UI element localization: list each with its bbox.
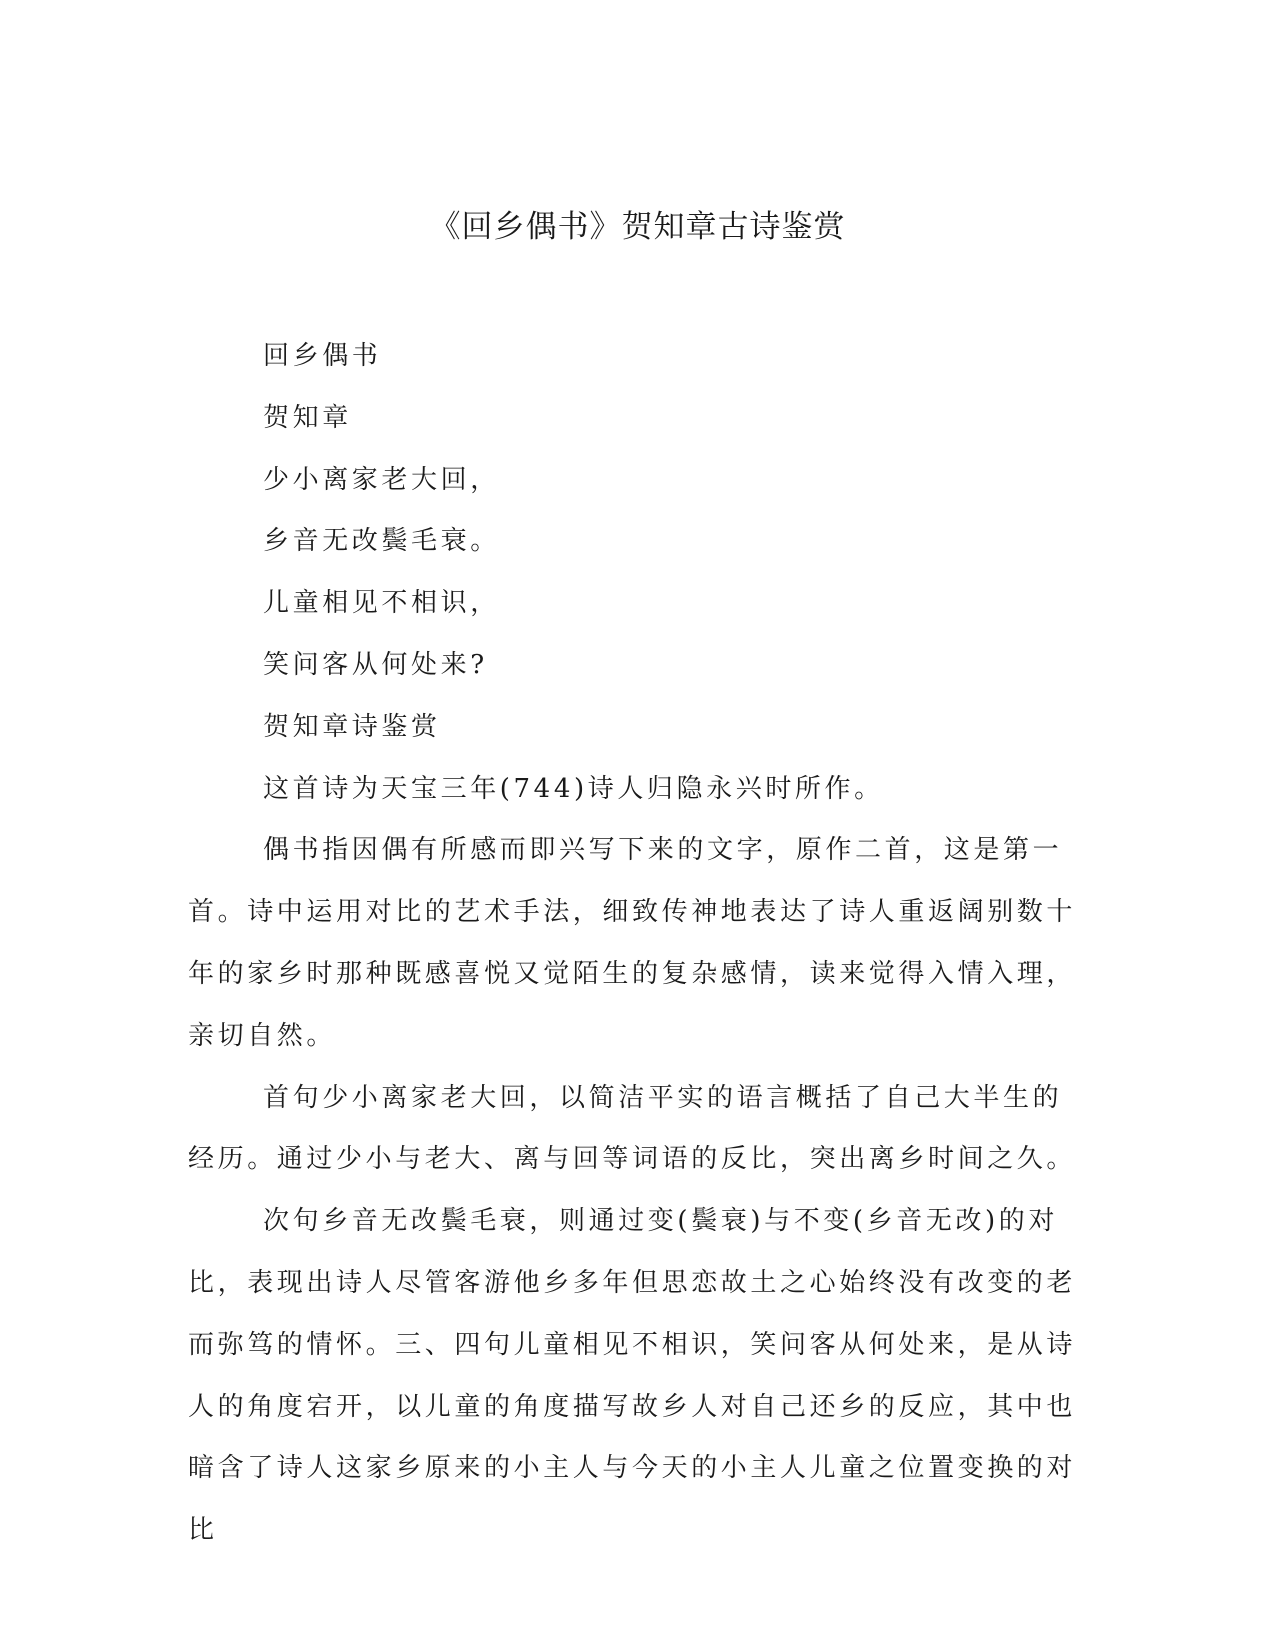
poet-name: 贺知章 — [263, 402, 352, 433]
paragraph: 首句少小离家老大回，以简洁平实的语言概括了自己大半生的经历。通过少小与老大、离与回等词语的反比，突出离乡时间之久。 — [188, 1082, 1077, 1175]
document-body — [188, 326, 1078, 1562]
poem-line: 儿童相见不相识， — [263, 588, 500, 619]
poem-title: 回乡偶书 — [263, 341, 382, 371]
document-title: 《回乡偶书》贺知章古诗鉴赏 — [429, 209, 846, 245]
poem-line: 笑问客从何处来? — [263, 649, 488, 680]
paragraph: 这首诗为天宝三年(744)诗人归隐永兴时所作。 — [263, 773, 884, 804]
poem-line: 乡音无改鬓毛衰。 — [263, 526, 500, 557]
paragraph: 偶书指因偶有所感而即兴写下来的文字，原作二首，这是第一首。诗中运用对比的艺术手法，细致传神地表达了诗人重返阔别数十年的家乡时那种既感喜悦又觉陌生的复杂感情，读来觉得入情入理，亲切自然。 — [188, 835, 1077, 1051]
paragraph: 次句乡音无改鬓毛衰，则通过变(鬓衰)与不变(乡音无改)的对比，表现出诗人尽管客游他乡多年但思恋故土之心始终没有改变的老而弥笃的情怀。三、四句儿童相见不相识，笑问客从何处来，是从诗人的角度宕开，以儿童的角度描写故乡人对自己还乡的反应，其中也暗含了诗人这家乡原来的小主人与今天的小主人儿童之位置变换的对比 — [188, 1206, 1077, 1546]
poem-line: 少小离家老大回， — [263, 464, 500, 495]
section-heading: 贺知章诗鉴赏 — [263, 711, 441, 742]
